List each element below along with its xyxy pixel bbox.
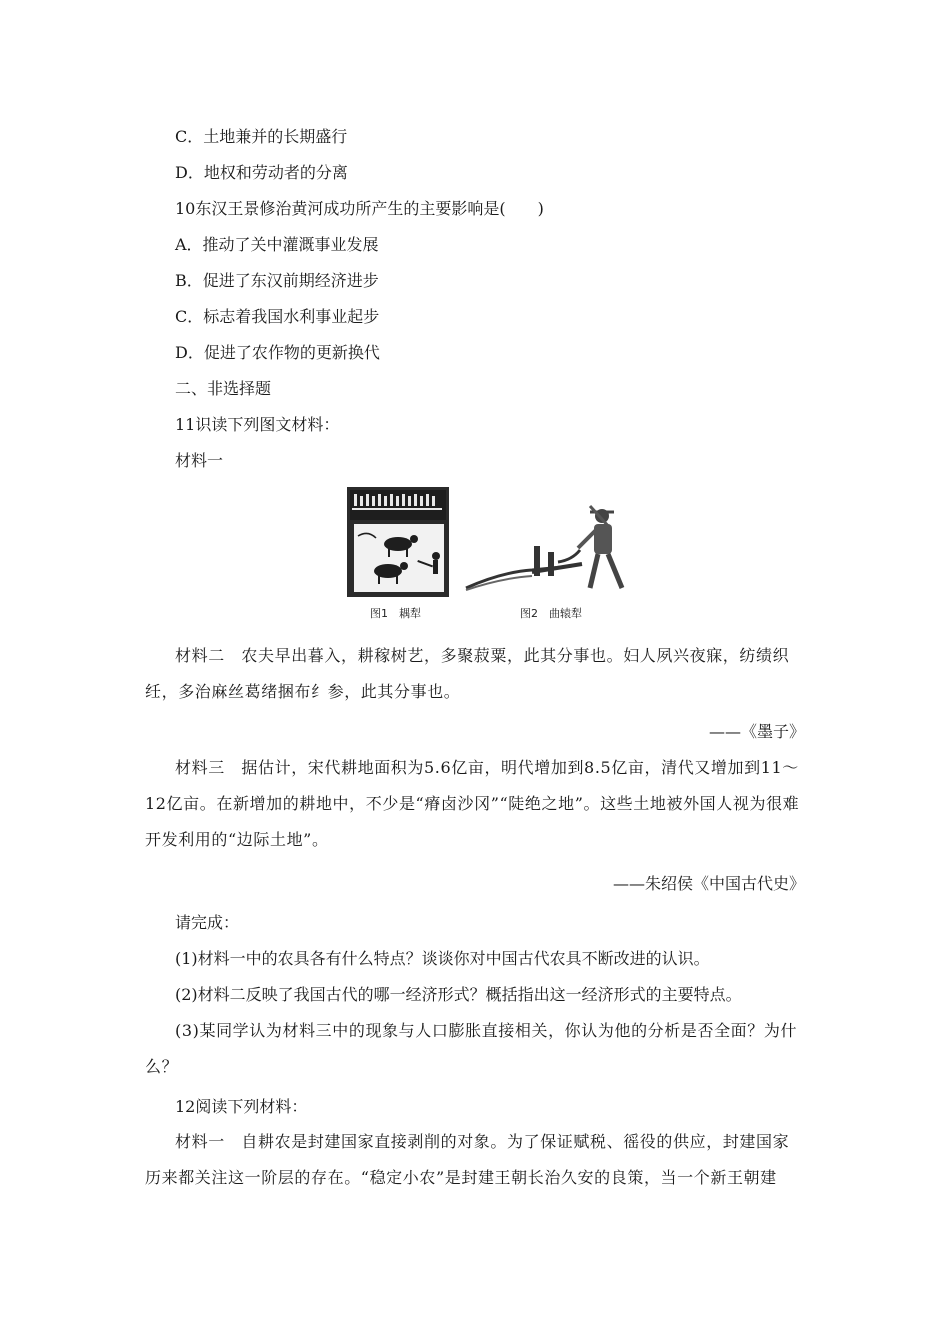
prompt-label: 请完成： (175, 913, 240, 932)
material-2-source: ——《墨子》 (708, 722, 805, 741)
option-10d: D．促进了农作物的更新换代 (175, 343, 380, 362)
material-3-text: 材料三 据估计，宋代耕地面积为5.6亿亩，明代增加到8.5亿亩，清代又增加到11～12亿亩。在新增加的耕地中，不少是“瘠卤沙冈”“陡绝之地”。这些土地被外国人视为很难开发利用的“边际土地”。 (145, 758, 800, 849)
option-9d: D．地权和劳动者的分离 (175, 163, 348, 182)
q12-material-1-text: 材料一 自耕农是封建国家直接剥削的对象。为了保证赋税、徭役的供应，封建国家历来都关注这一阶层的存在。“稳定小农”是封建王朝长治久安的良策，当一个新王朝建 (145, 1132, 790, 1187)
material-3-source: ——朱绍侯《中国古代史》 (612, 874, 805, 893)
sub-question-2: (2)材料二反映了我国古代的哪一经济形式？概括指出这一经济形式的主要特点。 (175, 985, 742, 1004)
ox-plough-image (346, 486, 450, 598)
sub-question-3: (3)某同学认为材料三中的现象与人口膨胀直接相关，你认为他的分析是否全面？为什么？ (145, 1021, 798, 1076)
option-10c: C．标志着我国水利事业起步 (175, 307, 380, 326)
material-1-label: 材料一 (175, 451, 224, 470)
figure-2-caption: 图2 曲辕犁 (520, 607, 582, 620)
question-11-stem: 11识读下列图文材料： (175, 415, 340, 434)
option-9c: C．土地兼并的长期盛行 (175, 127, 348, 146)
question-10-stem: 10东汉王景修治黄河成功所产生的主要影响是( ) (175, 199, 544, 218)
material-2-text: 材料二 农夫早出暮入，耕稼树艺，多聚菽粟，此其分事也。妇人夙兴夜寐，纺绩织纴，多治麻丝葛绪捆布纟参，此其分事也。 (145, 646, 790, 701)
sub-question-1: (1)材料一中的农具各有什么特点？谈谈你对中国古代农具不断改进的认识。 (175, 949, 710, 968)
curved-plough-image (462, 500, 642, 596)
section-heading: 二、非选择题 (175, 379, 272, 398)
question-12-stem: 12阅读下列材料： (175, 1097, 308, 1116)
option-10b: B．促进了东汉前期经济进步 (175, 271, 379, 290)
figure-1-caption: 图1 耦犁 (370, 607, 421, 620)
option-10a: A．推动了关中灌溉事业发展 (175, 235, 379, 254)
